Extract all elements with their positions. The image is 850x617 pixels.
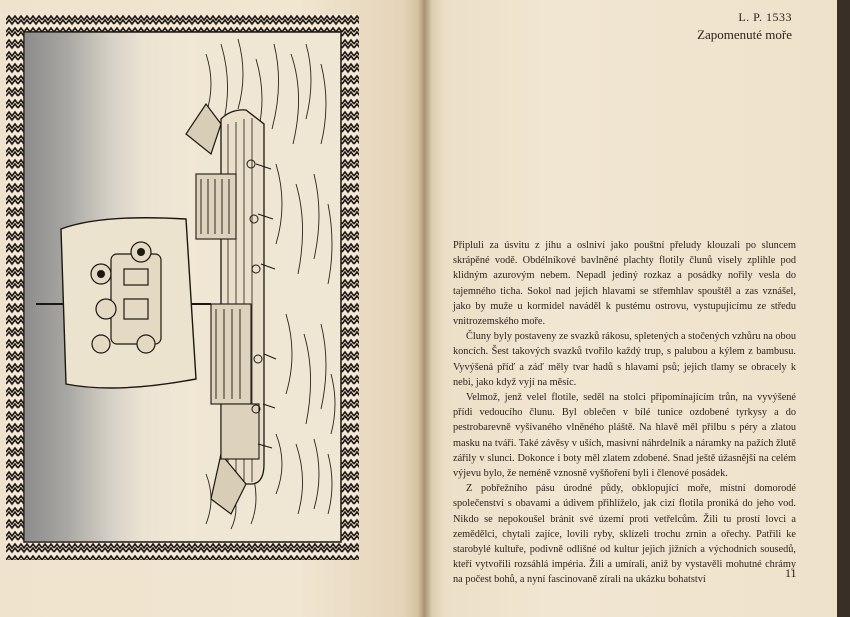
paragraph: Čluny byly postaveny ze svazků rákosu, spletených a stočených vzhůru na obou koncích. Šest takových svazků tvořilo každý trup, s palubou a kýlem z bambusu. Vyvýšená příď a záď měly tvar hadů s hlavami psů; jejich tlamy se obracely k nebi, jako když vyjí na měsíc. [453,331,796,388]
paragraph: Velmož, jenž velel flotile, seděl na stolci připomínajícím trůn, na vyvýšené přídi vedoucího člunu. Byl oblečen v bílé tunice ozdobené tyrkysy a do pestrobarevně vyšívaného vlněného pláště. Na hlavě měl přilbu s péry a zlatou masku na tváři. Také závěsy v uších, masivní náhrdelník a náramky na pažích žlutě zářily v slunci. Dokonce i boty měl zlatem zdobené. Snad ještě úžasnější na celém výjevu bylo, že neméně vznosně vyšňoření byli i členové posádek. [453,392,796,480]
reed-boat-illustration [6,14,359,560]
paragraph: Z pobřežního pásu úrodné půdy, obklopující moře, místní domorodé společenství s obavami a údivem přihlíželo, jak cizí flotila proniká do jeho vod. Nikdo se nepokoušel bránit své území proti vetřelcům. Žili tu prostí lovci a zemědělci, chytali zajíce, lovili ryby, sklízeli trochu zrnin a ořechy. Patřili ke starobylé kultuře, podivně odlišné od kultur jejich jižních a východních sousedů, kteří vytvořili rozsáhlá impéria. Žili a umírali, aniž by vystavěli mohutné chrámy na počest bohů, a nyní fascinovaně zírali na ukázku bohatství [453,483,796,586]
page-edge [837,0,850,617]
page-header-title: Zapomenuté moře [697,27,792,42]
page-header-label: L. P. 1533 [738,10,792,24]
book-spine [418,0,432,617]
chapter-body-text [453,238,796,588]
page-number: 11 [785,566,797,580]
paragraph: Připluli za úsvitu z jihu a oslniví jako pouštní přeludy klouzali po sluncem skrápěné vodě. Obdélníkové bavlněné plachty flotily člunů visely zplihle pod klidným azurovým nebem. Nepadl jediný rozkaz a posádky nořily vesla do tajemného ticha. Sokol nad jejich hlavami se střemhlav spouštěl a zas vznášel, jako by muže u kormidel naváděl k pustému ostrovu, vystupujícímu ze středu vnitrozemského moře. [453,240,796,328]
